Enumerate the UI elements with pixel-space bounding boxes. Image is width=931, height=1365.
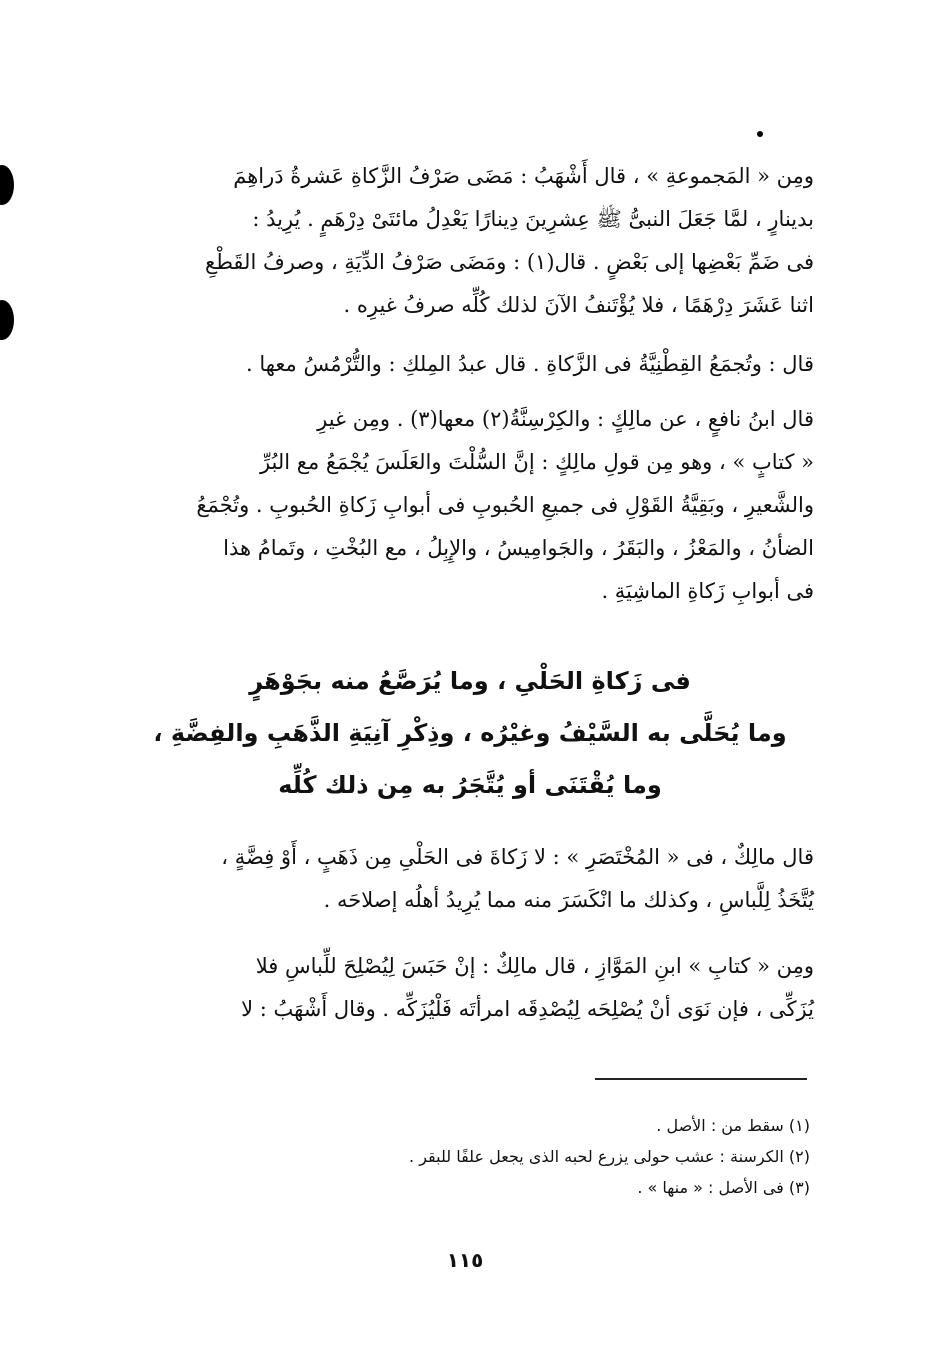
footnote: (١) سقط من : الأصل . <box>656 1116 810 1135</box>
text-line: ومِن « المَجموعةِ » ، قال أَشْهَبُ : مَضَى صَرْفُ الزَّكاةِ عَشرةُ دَراهِمَ <box>233 164 814 188</box>
text-line: يُزَكِّى ، فإن نَوَى أنْ يُصْلِحَه لِيُصْدِقَه امرأتَه فَلْيُزَكِّه . وقال أَشْهَبُ : لا <box>241 997 814 1021</box>
text-line: فى ضَمِّ بَعْضِها إلى بَعْضٍ . قال(١) : ومَضَى صَرْفُ الدِّيَةِ ، وصرفُ القَطْعِ <box>205 250 814 274</box>
text-line: فى أبوابِ زَكاةِ الماشِيَةِ . <box>601 579 814 603</box>
binding-hole-mark <box>0 165 14 205</box>
text-line: اثنا عَشَرَ دِرْهَمًا ، فلا يُؤْتَنفُ الآنَ لذلك كُلِّه صرفُ غيرِه . <box>343 293 814 317</box>
text-line: الضأنُ ، والمَعْزُ ، والبَقَرُ ، والجَوامِيسُ ، والإِبِلُ ، مع البُخْتِ ، وتَمامُ هذا <box>223 536 814 560</box>
scan-speck <box>757 131 763 137</box>
text-line: يُتَّخَذُ لِلَّباسِ ، وكذلك ما انْكَسَرَ منه مما يُرِيدُ أهلُه إصلاحَه . <box>323 888 814 912</box>
text-line: قال ابنُ نافعٍ ، عن مالِكٍ : والكِرْسِنَّةُ(٢) معها(٣) . ومِن غيرِ <box>317 407 814 431</box>
footnotes <box>200 1110 810 1203</box>
paragraph-4 <box>118 836 814 922</box>
text-line: « كتابٍ » ، وهو مِن قولِ مالِكٍ : إنَّ السُّلْتَ والعَلَسَ يُجْمَعُ مع البُرِّ <box>259 450 814 474</box>
paragraph-5 <box>118 945 814 1031</box>
heading-line: وما يُحَلَّى به السَّيْفُ وغيْرُه ، وذِكْرِ آنِيَةِ الذَّهَبِ والفِضَّةِ ، <box>153 719 787 747</box>
binding-hole-mark <box>0 300 14 340</box>
section-heading <box>150 655 790 811</box>
text-line: بدينارٍ ، لمَّا جَعَلَ النبىُّ ﷺ عِشرِينَ دِينارًا يَعْدِلُ مائتَىْ دِرْهَمٍ . يُرِيدُ : <box>252 207 814 231</box>
page-number: ١١٥ <box>446 1248 484 1272</box>
text-line: قال : وتُجمَعُ القِطْنِيَّةُ فى الزَّكاةِ . قال عبدُ المِلكِ : والتُّرْمُسُ معها . <box>246 352 814 376</box>
footnote-divider <box>595 1078 807 1080</box>
paragraph-2 <box>118 343 814 386</box>
footnote: (٣) فى الأصل : « منها » . <box>637 1178 810 1197</box>
footnote: (٢) الكرسنة : عشب حولى يزرع لحبه الذى يجعل علفًا للبقر . <box>409 1147 810 1166</box>
paragraph-3 <box>118 398 814 613</box>
text-line: ومِن « كتابِ » ابنِ المَوَّازِ ، قال مالِكٌ : إنْ حَبَسَ لِيُصْلِحَ للِّباسِ فلا <box>255 954 814 978</box>
text-line: والشَّعيرِ ، وبَقِيَّةُ القَوْلِ فى جميعِ الحُبوبِ فى أبوابِ زَكاةِ الحُبوبِ . وتُجْمَعُ <box>196 493 814 517</box>
heading-line: فى زَكاةِ الحَلْىِ ، وما يُرَصَّعُ منه بجَوْهَرٍ <box>249 667 691 695</box>
paragraph-1 <box>118 155 814 327</box>
text-line: قال مالِكٌ ، فى « المُخْتَصَرِ » : لا زَكاةَ فى الحَلْىِ مِن ذَهَبٍ ، أَوْ فِضَّةٍ ، <box>221 845 814 869</box>
heading-line: وما يُقْتَنَى أو يُتَّجَرُ به مِن ذلك كُلِّه <box>278 771 662 799</box>
